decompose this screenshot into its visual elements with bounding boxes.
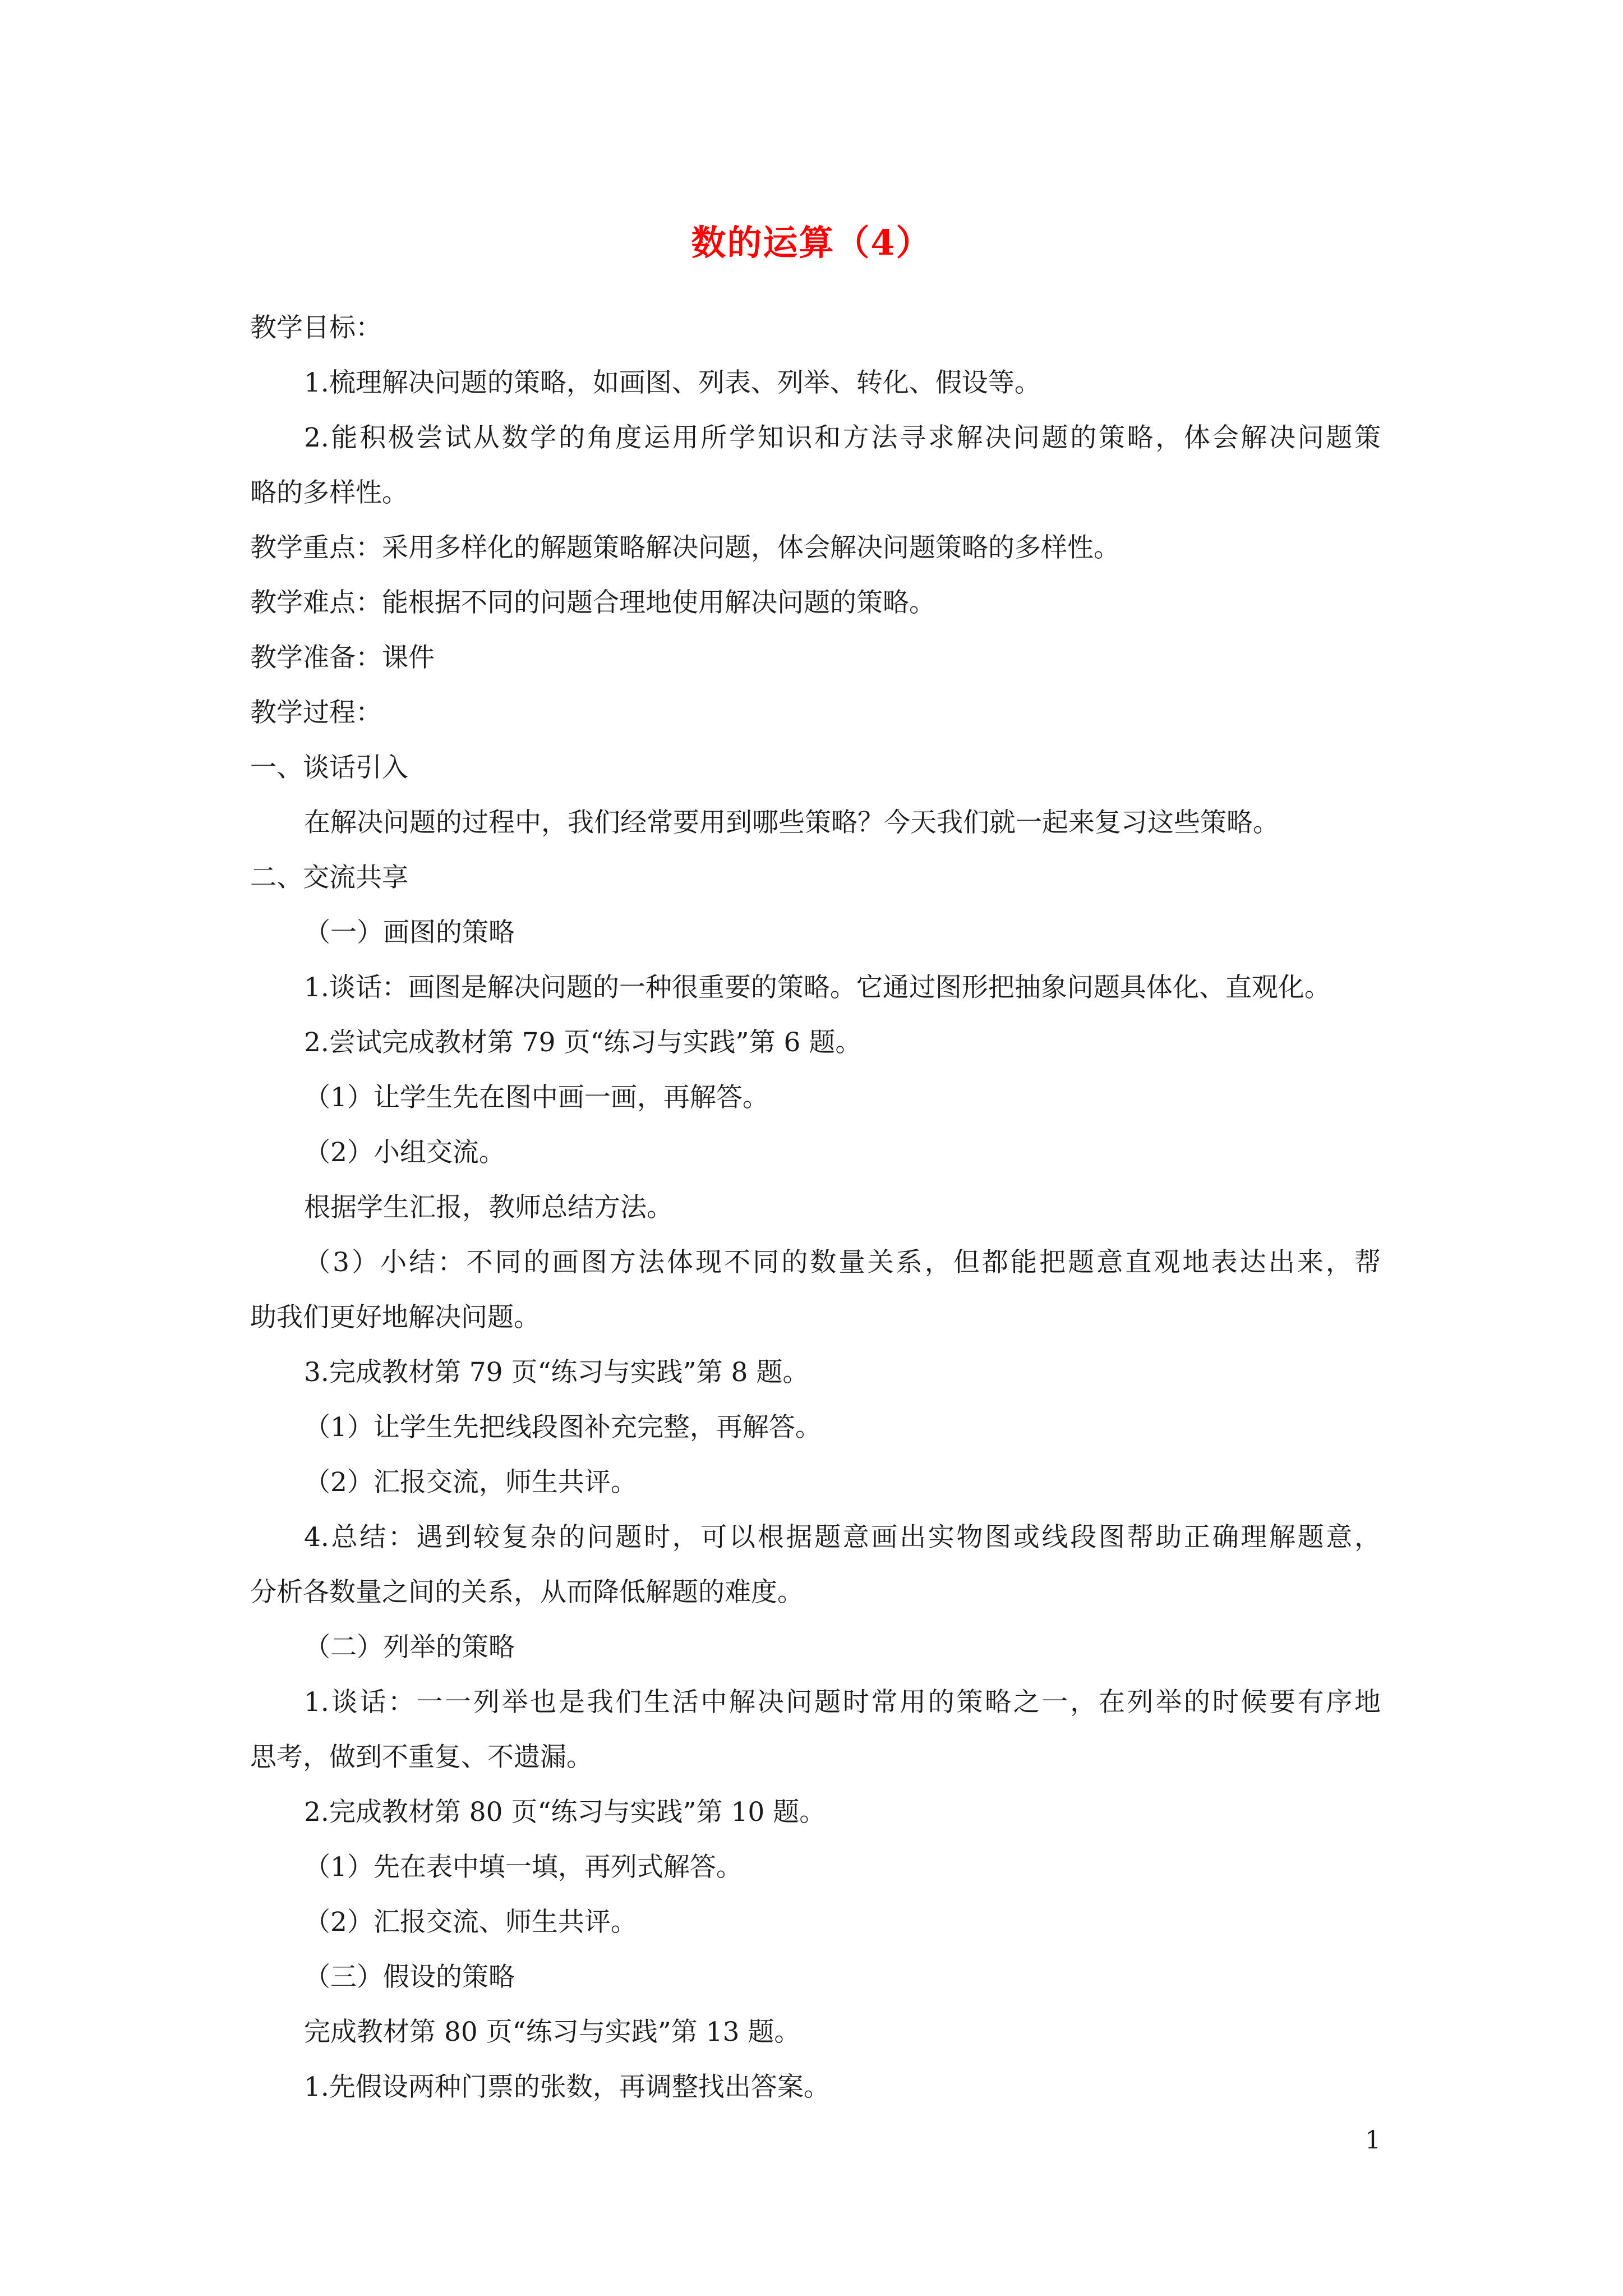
text-line: 完成教材第 80 页“练习与实践”第 13 题。	[304, 2017, 801, 2047]
text-line: （1）让学生先在图中画一画，再解答。	[304, 1082, 769, 1113]
text-line: （三）假设的策略	[304, 1962, 515, 1993]
text-line: 教学重点：采用多样化的解题策略解决问题，体会解决问题策略的多样性。	[250, 532, 1120, 563]
text-line: 分析各数量之间的关系，从而降低解题的难度。	[250, 1577, 804, 1608]
text-line: 略的多样性。	[250, 477, 408, 508]
text-line: （1）让学生先把线段图补充完整，再解答。	[304, 1412, 822, 1443]
text-line: 根据学生汇报，教师总结方法。	[304, 1192, 673, 1223]
text-line: （2）小组交流。	[304, 1137, 505, 1168]
text-line: （一）画图的策略	[304, 917, 515, 948]
text-line: （二）列举的策略	[304, 1632, 515, 1663]
text-line: （2）汇报交流，师生共评。	[304, 1467, 637, 1498]
text-line: 1.先假设两种门票的张数，再调整找出答案。	[304, 2072, 830, 2102]
text-line: 在解决问题的过程中，我们经常要用到哪些策略？今天我们就一起来复习这些策略。	[304, 807, 1279, 838]
text-line: （3）小结：不同的画图方法体现不同的数量关系，但都能把题意直观地表达出来，帮	[304, 1247, 1381, 1278]
text-line: （1）先在表中填一填，再列式解答。	[304, 1852, 743, 1883]
text-line: 1.谈话：一一列举也是我们生活中解决问题时常用的策略之一，在列举的时候要有序地	[304, 1687, 1381, 1718]
text-line: 1.梳理解决问题的策略，如画图、列表、列举、转化、假设等。	[304, 367, 1041, 398]
text-line: 教学准备：课件	[250, 642, 435, 673]
text-line: 3.完成教材第 79 页“练习与实践”第 8 题。	[304, 1357, 809, 1388]
text-line: （2）汇报交流、师生共评。	[304, 1907, 637, 1938]
page-number: 1	[1365, 2126, 1381, 2155]
text-line: 教学目标：	[250, 312, 382, 343]
text-line: 思考，做到不重复、不遗漏。	[250, 1742, 593, 1773]
text-line: 2.尝试完成教材第 79 页“练习与实践”第 6 题。	[304, 1027, 862, 1058]
text-line: 2.完成教材第 80 页“练习与实践”第 10 题。	[304, 1797, 826, 1828]
text-line: 1.谈话：画图是解决问题的一种很重要的策略。它通过图形把抽象问题具体化、直观化。	[304, 972, 1331, 1003]
text-line: 二、交流共享	[250, 862, 408, 893]
text-line: 4.总结：遇到较复杂的问题时，可以根据题意画出实物图或线段图帮助正确理解题意，	[304, 1522, 1381, 1553]
text-line: 教学难点：能根据不同的问题合理地使用解决问题的策略。	[250, 587, 935, 618]
text-line: 2.能积极尝试从数学的角度运用所学知识和方法寻求解决问题的策略，体会解决问题策	[304, 422, 1381, 453]
text-line: 一、谈话引入	[250, 752, 408, 783]
document-title: 数的运算（4）	[691, 222, 932, 263]
text-line: 教学过程：	[250, 697, 382, 728]
text-line: 助我们更好地解决问题。	[250, 1302, 540, 1333]
document-body	[250, 301, 1381, 2115]
